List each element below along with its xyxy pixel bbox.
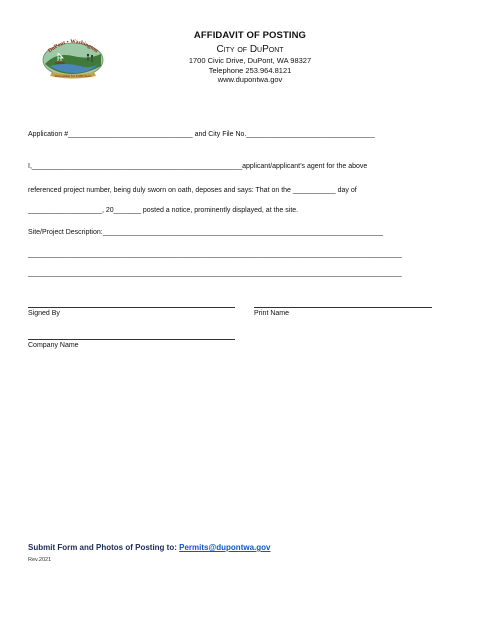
submit-instructions xyxy=(28,543,270,552)
applicant-name-line[interactable]: I,______________________________________________________applicant/applicant’s agent for the above xyxy=(28,163,368,170)
permits-email-link[interactable]: Permits@dupontwa.gov xyxy=(179,543,271,552)
svg-text:Welcoming for 3,000 Years: Welcoming for 3,000 Years xyxy=(54,74,92,78)
dupont-logo-icon xyxy=(36,34,110,82)
site-description-line-3[interactable]: ________________________________________________________________________________________________ xyxy=(28,270,402,277)
company-name-field[interactable] xyxy=(28,339,235,340)
city-phone: Telephone 253.964.8121 xyxy=(208,65,292,75)
city-website: www.dupontwa.gov xyxy=(217,75,283,85)
document-header xyxy=(150,30,350,85)
signed-by-field[interactable] xyxy=(28,307,235,308)
svg-text:DuPont • Washington: DuPont • Washington xyxy=(47,38,99,55)
city-name: City of DuPont xyxy=(216,43,284,55)
oath-date-line[interactable]: referenced project number, being duly sworn on oath, deposes and says: That on the ___________ day of xyxy=(28,187,357,194)
posting-date-line[interactable]: ___________________, 20_______ posted a notice, prominently displayed, at the site. xyxy=(28,207,299,214)
city-address: 1700 Civic Drive, DuPont, WA 98327 xyxy=(188,56,312,66)
company-name-label: Company Name xyxy=(28,342,79,349)
revision-label: Rev.2021 xyxy=(28,557,52,563)
signed-by-label: Signed By xyxy=(28,310,60,317)
site-description-line[interactable]: Site/Project Description:________________________________________________________________________ xyxy=(28,229,383,236)
print-name-label: Print Name xyxy=(254,310,290,317)
site-description-line-2[interactable]: ________________________________________________________________________________________________ xyxy=(28,251,402,258)
application-number-line[interactable]: Application #________________________________ and City File No._________________________________ xyxy=(28,131,375,138)
print-name-field[interactable] xyxy=(254,307,432,308)
submit-text: Submit Form and Photos of Posting to: xyxy=(28,543,180,552)
document-title: AFFIDAVIT OF POSTING xyxy=(193,30,307,41)
city-logo xyxy=(36,34,110,82)
